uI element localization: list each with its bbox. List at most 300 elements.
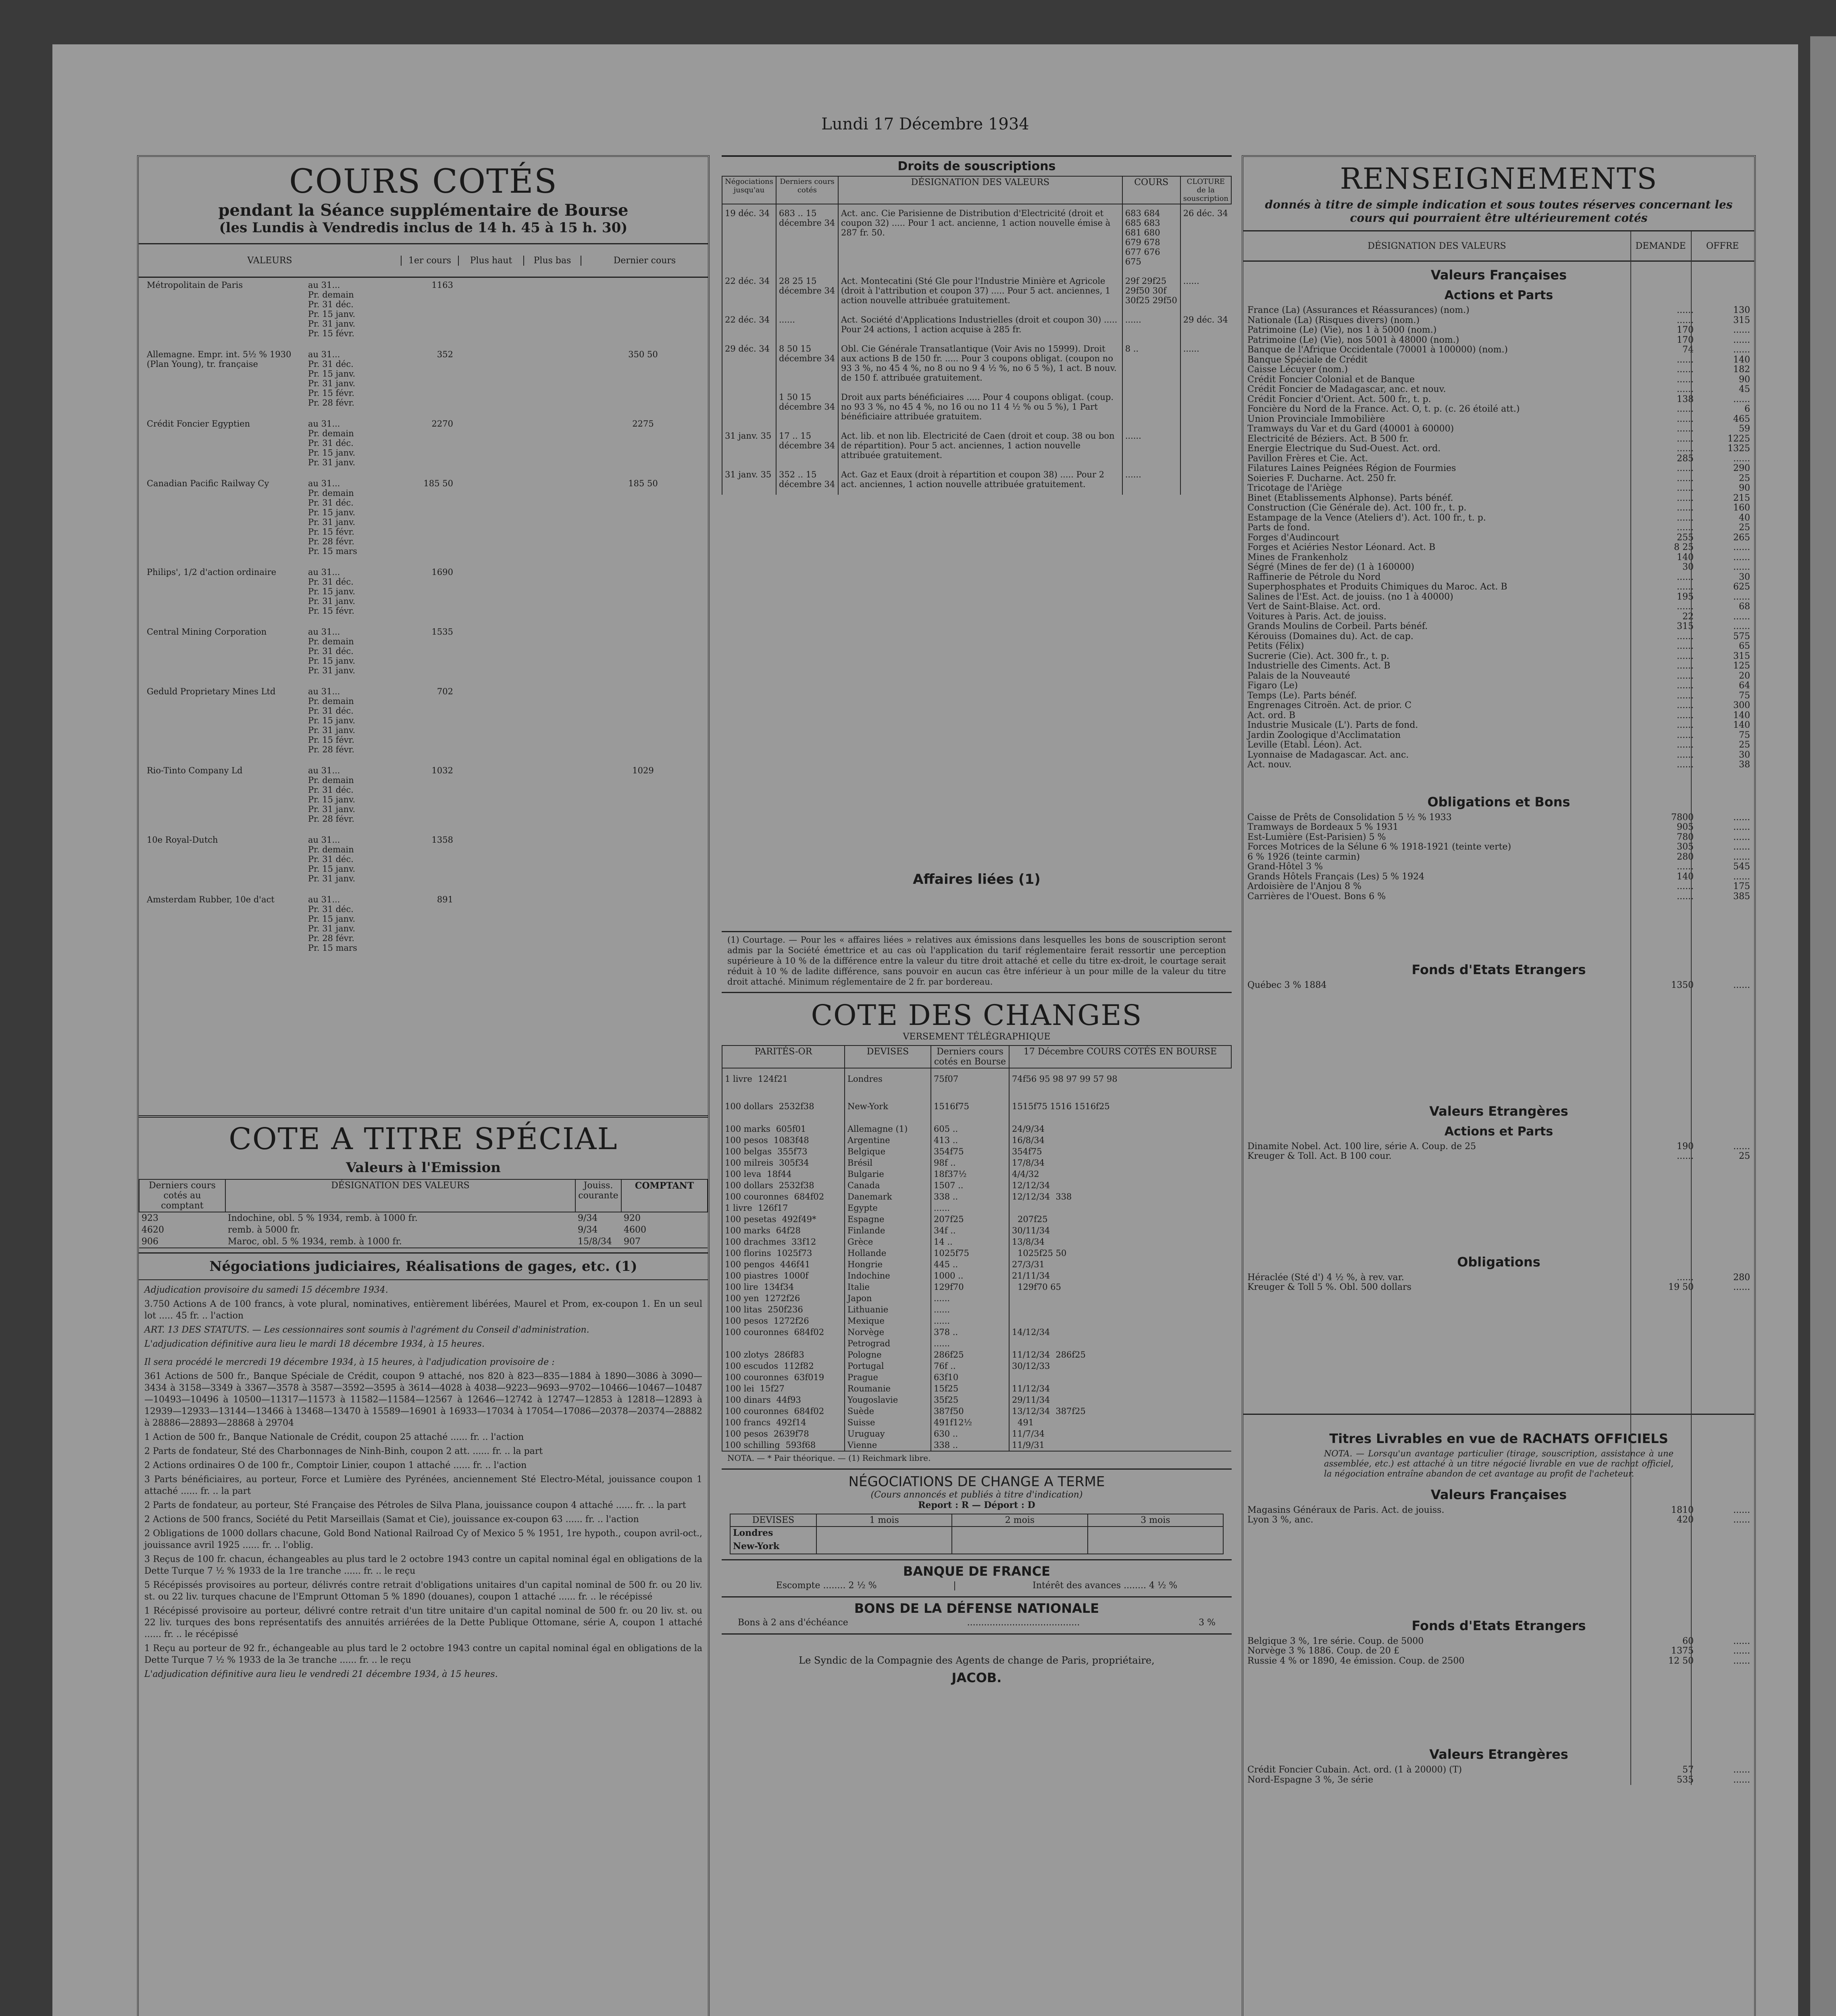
renseignement-row: [1243, 325, 1754, 335]
renseignement-row: [1243, 602, 1754, 612]
designation: Industrie Musicale (L'). Parts de fond.: [1247, 720, 1418, 730]
designation: Act. Gaz et Eaux (droit à répartition et coupon 38) ..... Pour 2 act. anciennes, 1 action nouvelle attribuée gratuitement.: [838, 466, 1122, 495]
change-cell: [845, 1304, 931, 1315]
change-row: [722, 1202, 1231, 1214]
designation: Soieries F. Ducharne. Act. 250 fr.: [1247, 473, 1397, 483]
echeance: au 31...: [308, 627, 340, 637]
change-cell: [931, 1096, 1009, 1123]
designation: Crédit Foncier de Madagascar, anc. et nouv.: [1247, 384, 1446, 394]
change-value: Japon: [847, 1293, 872, 1303]
ob-title: Obligations et Bons: [1427, 794, 1570, 810]
plus-haut: [457, 687, 522, 763]
echeance: Pr. 15 mars: [308, 546, 357, 556]
designation: Grands Hôtels Français (Les) 5 % 1924: [1247, 871, 1425, 882]
renseignement-row: [1243, 862, 1754, 872]
titres-title: Titres Livrables en vue de RACHATS OFFICIELS: [1329, 1431, 1668, 1446]
echeance: Pr. demain: [308, 775, 354, 785]
cours: 29f 29f25 29f50 30f 30f25 29f50: [1122, 272, 1180, 311]
designation: Magasins Généraux de Paris. Act. de jouiss.: [1247, 1505, 1445, 1515]
renseignements-title: RENSEIGNEMENTS: [1340, 162, 1658, 196]
ve-ob-title: Obligations: [1457, 1254, 1540, 1270]
terme-legend: Report : R — Déport : D: [918, 1500, 1035, 1510]
cours-cotes-note: (les Lundis à Vendredis inclus de 14 h. 45 à 15 h. 30): [219, 220, 628, 236]
change-value: 14 ..: [934, 1237, 953, 1247]
escompte-value: 2 ½ %: [848, 1581, 877, 1591]
echeance: au 31...: [308, 766, 340, 775]
offre: 140: [1733, 710, 1750, 721]
change-cell: [931, 1259, 1009, 1270]
designation: Act. anc. Cie Parisienne de Distribution d'Electricité (droit et coupon 32) ..... Pour 1 act. ancienne, 1 action nouvelle émise à 287 fr. 50.: [838, 204, 1122, 272]
change-value: 492f14: [776, 1418, 806, 1427]
change-cell: [722, 1394, 845, 1406]
change-value: Hollande: [847, 1248, 887, 1258]
echeance: Pr. demain: [308, 429, 354, 438]
renseignement-row: [1243, 652, 1754, 662]
change-value: 100 litas: [725, 1305, 762, 1314]
offre: ......: [1733, 1141, 1750, 1152]
plus-haut: [457, 280, 522, 347]
change-cell: [1009, 1428, 1231, 1439]
change-cell: [1009, 1349, 1231, 1360]
offre: ......: [1733, 1765, 1750, 1775]
cours: 8 ..: [1122, 340, 1180, 388]
change-cell: [722, 1180, 845, 1191]
change-cell: [1009, 1383, 1231, 1394]
change-cell: [931, 1191, 1009, 1202]
demande: 255: [1677, 532, 1694, 543]
change-value: Norvège: [847, 1327, 885, 1337]
change-cell: [1009, 1225, 1231, 1236]
change-cell: [931, 1417, 1009, 1428]
change-cell: [1009, 1146, 1231, 1157]
terme-col-2m: 2 mois: [952, 1514, 1087, 1527]
offre: 215: [1733, 493, 1750, 503]
change-value: 21/11/34: [1012, 1271, 1050, 1281]
change-cell: [931, 1304, 1009, 1315]
col-plus-bas: Plus bas: [523, 256, 581, 266]
designation: Temps (Le). Parts bénéf.: [1247, 690, 1357, 701]
echeance: au 31...: [308, 350, 340, 359]
renseignement-row: [1243, 335, 1754, 346]
change-value: Danemark: [847, 1192, 892, 1202]
change-value: 354f75: [934, 1147, 964, 1156]
neg-p12: 2 Actions de 500 francs, Société du Petit Marseillais (Samat et Cie), jouissance ex-coupon 63 ...... fr. .. l'action: [144, 1514, 639, 1524]
designation: Mines de Frankenholz: [1247, 552, 1348, 562]
neg-p9: 2 Actions ordinaires O de 100 fr., Comptoir Linier, coupon 1 attaché ...... fr. .. l'action: [144, 1460, 527, 1470]
change-value: ......: [934, 1305, 950, 1314]
designation: Droit aux parts bénéficiaires ..... Pour 4 coupons obligat. (coup. no 93 3 %, no 45 4 %, no 16 ou no 11 4 ½ % ou 5 %), 1 Part bénéficiaire attribuée gratuitem.: [838, 388, 1122, 427]
echeance: Pr. 31 déc.: [308, 646, 354, 656]
change-row: [722, 1281, 1231, 1293]
cours: ......: [1122, 427, 1180, 466]
renseignement-row: [1243, 444, 1754, 454]
dernier-cours: [578, 835, 708, 892]
echeance: Pr. 31 déc.: [308, 438, 354, 448]
designation: Lyon 3 %, anc.: [1247, 1515, 1314, 1525]
renseignement-row: [1243, 345, 1754, 355]
designation: Forces Motrices de la Sélune 6 % 1918-1921 (teinte verte): [1247, 842, 1511, 852]
derniers-cours: 28 25 15 décembre 34: [776, 272, 838, 311]
change-cell: [722, 1225, 845, 1236]
demande: ......: [1677, 414, 1694, 424]
offre: ......: [1733, 871, 1750, 882]
offre: 25: [1739, 1151, 1750, 1161]
designation: Electricité de Béziers. Act. B 500 fr.: [1247, 433, 1409, 444]
demande: 138: [1677, 394, 1694, 404]
change-row: [722, 1135, 1231, 1146]
change-cell: [931, 1315, 1009, 1327]
change-cell: [931, 1360, 1009, 1372]
cloture: 26 déc. 34: [1180, 204, 1231, 272]
renseignement-row: [1243, 414, 1754, 425]
offre: 130: [1733, 305, 1750, 315]
negociation-date: 22 déc. 34: [722, 272, 776, 311]
renseignement-row: [1243, 306, 1754, 316]
offre: ......: [1733, 980, 1750, 990]
change-cell: [722, 1315, 845, 1327]
echeances: [308, 567, 401, 625]
cours-cotes-table: [139, 243, 708, 1115]
demande: ......: [1677, 444, 1694, 454]
souscriptions-block: [722, 155, 1232, 932]
change-row: [722, 1123, 1231, 1135]
col-plus-haut: Plus haut: [458, 256, 523, 266]
change-row: [722, 1327, 1231, 1338]
offre: 25: [1739, 740, 1750, 750]
change-row: [722, 1191, 1231, 1202]
premier-cours: 185 50: [423, 479, 453, 488]
change-value: 684f02: [794, 1192, 824, 1202]
change-value: 207f25: [1018, 1214, 1048, 1224]
terme-row-label: Londres: [733, 1528, 773, 1538]
change-row: [722, 1349, 1231, 1360]
tvf-title: Valeurs Françaises: [1430, 1487, 1567, 1502]
demande: ......: [1677, 690, 1694, 701]
change-cell: [845, 1236, 931, 1248]
valeur-name: 10e Royal-Dutch: [147, 835, 218, 845]
offre: 68: [1739, 602, 1750, 612]
designation: 6 % 1926 (teinte carmin): [1247, 852, 1360, 862]
change-value: 126f17: [758, 1203, 788, 1213]
negociation-date: [722, 388, 776, 427]
terme-subtitle: (Cours annoncés et publiés à titre d'indication): [870, 1490, 1083, 1500]
premier-cours: 1358: [431, 835, 453, 845]
change-value: 100 dollars: [725, 1102, 773, 1111]
change-value: 124f21: [758, 1074, 788, 1084]
change-value: Petrograd: [847, 1339, 891, 1348]
negociation-date: 22 déc. 34: [722, 311, 776, 340]
change-value: 286f83: [774, 1350, 804, 1360]
change-value: Mexique: [847, 1316, 885, 1326]
change-cell: [722, 1146, 845, 1157]
renseignement-row: [1243, 375, 1754, 385]
cours-row: [139, 625, 708, 684]
change-row: [722, 1315, 1231, 1327]
change-row: [722, 1146, 1231, 1157]
echeance: au 31...: [308, 419, 340, 429]
change-value: 63f019: [794, 1372, 824, 1382]
plus-haut: [457, 419, 522, 476]
change-value: Canada: [847, 1181, 880, 1190]
renseignement-row: [1243, 981, 1754, 991]
designation: Energie Electrique du Sud-Ouest. Act. ord.: [1247, 444, 1441, 454]
change-value: 29/11/34: [1012, 1395, 1050, 1405]
ds-col-prev: Derniers cours cotés: [776, 176, 838, 204]
designation: Engrenages Citroën. Act. de prior. C: [1247, 700, 1412, 710]
demande: ......: [1677, 493, 1694, 503]
negociation-date: 29 déc. 34: [722, 340, 776, 388]
renseignement-row: [1243, 464, 1754, 474]
rs-fee-list: [1243, 981, 1754, 991]
renseignement-row: [1243, 562, 1754, 573]
valeur-name: Amsterdam Rubber, 10e d'act: [147, 895, 275, 904]
echeance: Pr. 15 janv.: [308, 309, 356, 319]
echeance: Pr. 31 déc.: [308, 706, 354, 716]
cloture: 29 déc. 34: [1180, 311, 1231, 340]
plus-haut: [457, 766, 522, 833]
change-value: 250f236: [767, 1305, 803, 1314]
change-cell: [1009, 1394, 1231, 1406]
offre: ......: [1733, 842, 1750, 852]
change-cell: [1009, 1202, 1231, 1214]
renseignement-row: [1243, 483, 1754, 494]
change-cell: [845, 1281, 931, 1293]
echeances: [308, 627, 401, 684]
affaires-liees: Affaires liées (1): [913, 871, 1041, 887]
plus-haut: [457, 567, 522, 625]
designation: Grand-Hôtel 3 %: [1247, 862, 1323, 872]
change-value: ......: [934, 1339, 950, 1348]
renseignement-row: [1243, 543, 1754, 553]
newspaper-page: [52, 44, 1798, 2016]
change-value: 1272f26: [773, 1316, 809, 1326]
offre: 90: [1739, 374, 1750, 385]
renseignement-row: [1243, 494, 1754, 504]
offre: ......: [1733, 552, 1750, 562]
renseignement-row: [1243, 1646, 1754, 1656]
offre: 182: [1733, 364, 1750, 375]
change-row: [722, 1338, 1231, 1349]
change-cell: [931, 1214, 1009, 1225]
neg-p3: ART. 13 DES STATUTS. — Les cessionnaires sont soumis à l'agrément du Conseil d'administration.: [144, 1325, 589, 1335]
designation: Salines de l'Est. Act. de jouiss. (no 1 à 40000): [1247, 591, 1453, 602]
change-cell: [931, 1202, 1009, 1214]
neg-p14: 3 Reçus de 100 fr. chacun, échangeables au plus tard le 2 octobre 1943 contre un capital nominal égal en obligations de la Dette Turque 7 ½ % 1933 de la 1re tranche ...... fr. .. le reçu: [144, 1554, 702, 1576]
change-value: 100 couronnes: [725, 1192, 789, 1202]
echeance: Pr. 15 févr.: [308, 329, 355, 338]
cloture: [1180, 427, 1231, 466]
offre: 30: [1739, 750, 1750, 760]
change-value: 100 milreis: [725, 1158, 774, 1168]
offre: 1225: [1728, 433, 1750, 444]
prev-cours: 923: [142, 1213, 158, 1223]
renseignements-table: [1243, 230, 1754, 1785]
change-value: 100 leva: [725, 1169, 762, 1179]
change-value: Indochine: [847, 1271, 890, 1281]
echeance: Pr. 15 févr.: [308, 606, 355, 616]
change-cell: [722, 1338, 845, 1349]
defense-label: Bons à 2 ans d'échéance: [738, 1618, 848, 1628]
negociation-date: 31 janv. 35: [722, 466, 776, 495]
renseignement-row: [1243, 671, 1754, 681]
renseignement-row: [1243, 701, 1754, 711]
change-cell: [931, 1394, 1009, 1406]
echeance: Pr. demain: [308, 488, 354, 498]
renseignement-row: [1243, 513, 1754, 523]
change-cell: [1009, 1270, 1231, 1281]
valeur-name: Crédit Foncier Egyptien: [147, 419, 250, 429]
syndic-line: Le Syndic de la Compagnie des Agents de change de Paris, propriétaire,: [799, 1655, 1155, 1666]
demande: ......: [1677, 681, 1694, 691]
change-value: 12/12/34: [1012, 1181, 1050, 1190]
echeance: Pr. 15 janv.: [308, 716, 356, 725]
special-row: [139, 1236, 708, 1248]
comptant: 920: [624, 1213, 641, 1223]
renseignement-row: [1243, 641, 1754, 652]
escompte-label: Escompte: [776, 1581, 820, 1591]
designation: Lyonnaise de Madagascar. Act. anc.: [1247, 750, 1409, 760]
change-cell: [931, 1327, 1009, 1338]
change-value: Prague: [847, 1372, 878, 1382]
demande: ......: [1677, 572, 1694, 582]
rs-ve-actions-list: [1243, 1142, 1754, 1162]
renseignement-row: [1243, 721, 1754, 731]
renseignement-row: [1243, 681, 1754, 691]
designation: Caisse Lécuyer (nom.): [1247, 364, 1348, 375]
offre: ......: [1733, 852, 1750, 862]
change-cell: [722, 1123, 845, 1135]
demande: 170: [1677, 325, 1694, 335]
echeance: Pr. demain: [308, 637, 354, 646]
change-value: 13/12/34: [1012, 1406, 1050, 1416]
demande: ......: [1677, 602, 1694, 612]
change-cell: [931, 1157, 1009, 1168]
col-valeurs: VALEURS: [247, 255, 292, 266]
echeance: Pr. 31 janv.: [308, 458, 356, 467]
change-value: 100 belgas: [725, 1147, 772, 1156]
designation: Act. ord. B: [1247, 710, 1296, 721]
change-cell: [931, 1293, 1009, 1304]
designation: Crédit Foncier Cubain. Act. ord. (1 à 20000) (T): [1247, 1765, 1462, 1775]
change-value: 446f41: [780, 1260, 810, 1269]
derniers-cours: 17 .. 15 décembre 34: [776, 427, 838, 466]
renseignement-row: [1243, 474, 1754, 484]
offre: ......: [1733, 562, 1750, 572]
change-cell: [722, 1248, 845, 1259]
change-cell: [722, 1191, 845, 1202]
demande: ......: [1677, 1272, 1694, 1283]
designation: Héraclée (Sté d') 4 ½ %, à rev. var.: [1247, 1272, 1404, 1283]
offre: ......: [1733, 621, 1750, 631]
demande: ......: [1677, 740, 1694, 750]
change-cell: [845, 1135, 931, 1146]
designation: Kérouiss (Domaines du). Act. de cap.: [1247, 631, 1413, 641]
plus-bas: [522, 766, 578, 833]
change-row: [722, 1360, 1231, 1372]
valeur-name: Canadian Pacific Railway Cy: [147, 479, 269, 488]
neg-p15: 5 Récépissés provisoires au porteur, délivrés contre retrait d'obligations unitaires d'un capital nominal de 500 fr. ou 20 liv. st. ou 22 liv. turques chacune de l'Emprunt Ottoman 5 % 1890 (douanes), coupon 1 attaché ...... fr. .. le récépissé: [144, 1580, 702, 1602]
change-cell: [722, 1428, 845, 1439]
dernier-cours: [578, 567, 708, 625]
plus-haut: [457, 479, 522, 565]
tfee-title: Fonds d'Etats Etrangers: [1411, 1618, 1586, 1633]
terme-col-3m: 3 mois: [1088, 1514, 1223, 1527]
column-renseignements: [1242, 155, 1756, 2016]
plus-bas: [522, 627, 578, 684]
change-cell: [1009, 1417, 1231, 1428]
premier-cours: 352: [437, 350, 453, 359]
change-cell: [722, 1417, 845, 1428]
renseignement-row: [1243, 1765, 1754, 1775]
demande: 7800: [1671, 812, 1694, 823]
demande: 285: [1677, 453, 1694, 464]
cours: [1122, 388, 1180, 427]
designation: Obl. Cie Générale Transatlantique (Voir Avis no 15999). Droit aux actions B de 150 fr. ..... Pour 3 coupons obligat. (coupon no 93 3 %, no 45 4 %, no 8 ou no 9 4 ½ %, no 6 5 %), 1 act. B nouv. de 150 f. attribuée gratuitement.: [838, 340, 1122, 388]
neg-p7: 1 Action de 500 fr., Banque Nationale de Crédit, coupon 25 attaché ...... fr. .. l'action: [144, 1432, 524, 1442]
cs-col-jouis: Jouiss. courante: [575, 1179, 621, 1212]
offre: 385: [1733, 891, 1750, 902]
designation: Grands Moulins de Corbeil. Parts bénéf.: [1247, 621, 1428, 631]
demande: ......: [1677, 374, 1694, 385]
souscription-row: [722, 427, 1231, 466]
change-value: ......: [934, 1316, 950, 1326]
change-value: 13/8/34: [1012, 1237, 1045, 1247]
cours-row: [139, 892, 708, 962]
rs-actions-list: [1243, 306, 1754, 770]
offre: ......: [1733, 591, 1750, 602]
change-value: 387f25: [1055, 1406, 1086, 1416]
change-value: 1025f73: [776, 1248, 812, 1258]
offre: 75: [1739, 730, 1750, 740]
demande: 140: [1677, 552, 1694, 562]
cours-row: [139, 347, 708, 417]
change-value: 354f75: [1012, 1147, 1042, 1156]
plus-bas: [522, 567, 578, 625]
change-value: 100 marks: [725, 1226, 770, 1235]
echeance: au 31...: [308, 835, 340, 845]
cours-row: [139, 476, 708, 565]
echeance: au 31...: [308, 280, 340, 290]
demande: ......: [1677, 463, 1694, 473]
cloture: ......: [1180, 340, 1231, 388]
change-row: [722, 1236, 1231, 1248]
rs-obligations-list: [1243, 813, 1754, 902]
designation: Foncière du Nord de la France. Act. O, t. p. (c. 26 étoilé att.): [1247, 404, 1520, 414]
demande: 19 50: [1668, 1282, 1694, 1292]
change-value: 286f25: [1055, 1350, 1086, 1360]
offre: 290: [1733, 463, 1750, 473]
change-cell: [931, 1428, 1009, 1439]
renseignement-row: [1243, 750, 1754, 760]
renseignement-row: [1243, 813, 1754, 823]
change-value: 1272f26: [764, 1293, 800, 1303]
premier-cours: 1690: [431, 567, 453, 577]
designation: Raffinerie de Pétrole du Nord: [1247, 572, 1381, 582]
plus-haut: [457, 895, 522, 962]
change-value: Uruguay: [847, 1429, 885, 1439]
designation: remb. à 5000 fr.: [228, 1225, 300, 1235]
dernier-cours: 185 50: [628, 479, 658, 488]
cours-row: [139, 833, 708, 892]
echeances: [308, 835, 401, 892]
change-value: 100 pesos: [725, 1135, 768, 1145]
offre: 315: [1733, 651, 1750, 661]
echeance: Pr. 31 janv.: [308, 725, 356, 735]
change-value: 100 pesos: [725, 1316, 768, 1326]
change-cell: [845, 1327, 931, 1338]
change-value: 129f70: [934, 1282, 964, 1292]
change-value: 100 florins: [725, 1248, 771, 1258]
